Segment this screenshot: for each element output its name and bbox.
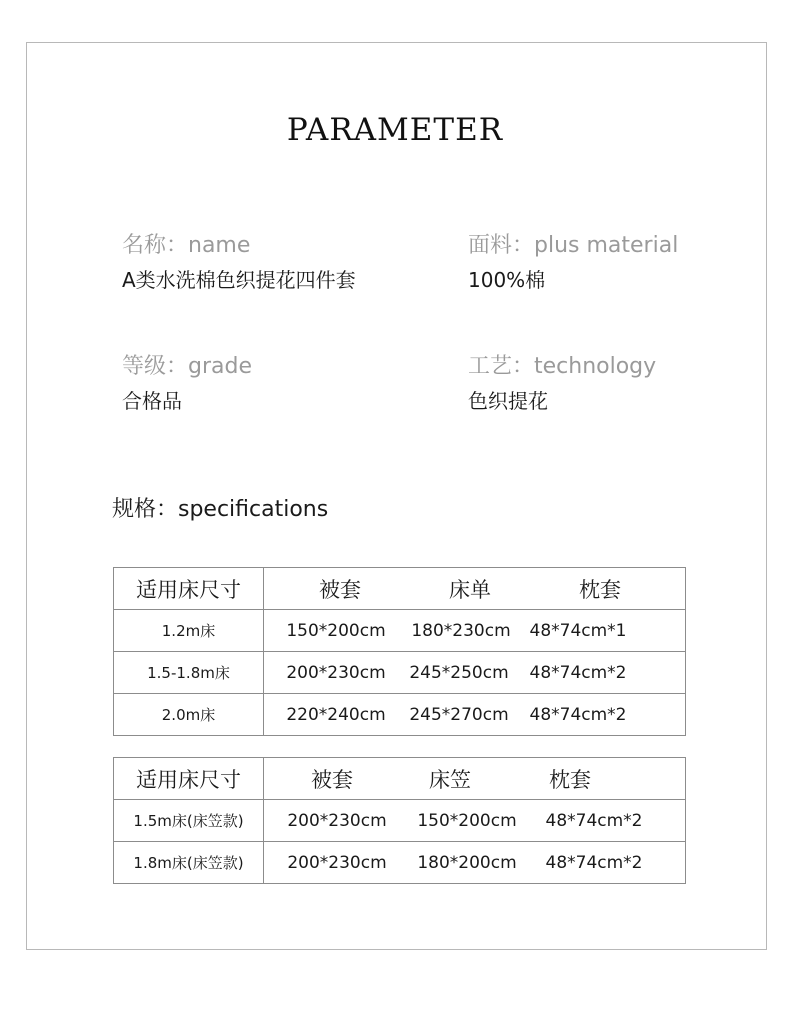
param-grade-value: 合格品: [122, 389, 182, 413]
header-pillowcase: 枕套: [549, 767, 591, 792]
table-header-row: [114, 758, 686, 800]
header-fitted-sheet: 床笠: [429, 767, 471, 792]
table-header-row: [114, 568, 686, 610]
param-name-label: 名称：name: [122, 233, 251, 258]
sheet-cell: 245*270cm: [409, 704, 509, 725]
table-row: [114, 694, 686, 736]
fitted-sheet-cell: 150*200cm: [417, 810, 517, 831]
fitted-sheet-cell: 180*200cm: [417, 852, 517, 873]
duvet-cell: 200*230cm: [287, 810, 387, 831]
sheet-cell: 180*230cm: [411, 620, 511, 641]
table-row: [114, 652, 686, 694]
bed-size-cell: 1.5m床(床笠款): [114, 800, 264, 842]
param-grade: [122, 353, 252, 415]
pillowcase-cell: 48*74cm*1: [529, 620, 627, 641]
spec-table-1: [113, 567, 686, 736]
pillowcase-cell: 48*74cm*2: [529, 662, 627, 683]
param-grade-label: 等级：grade: [122, 354, 252, 379]
header-pillowcase: 枕套: [579, 577, 621, 602]
pillowcase-cell: 48*74cm*2: [545, 852, 643, 873]
header-bed-size: 适用床尺寸: [114, 758, 264, 800]
table-row: [114, 800, 686, 842]
param-material-value: 100%棉: [468, 268, 546, 292]
bed-size-cell: 1.2m床: [114, 610, 264, 652]
duvet-cell: 200*230cm: [286, 662, 386, 683]
param-material: [468, 232, 678, 294]
header-sheet: 床单: [449, 577, 491, 602]
specifications-label: 规格：specifications: [112, 497, 329, 522]
table-row: [114, 842, 686, 884]
header-duvet: 被套: [319, 577, 361, 602]
duvet-cell: 220*240cm: [286, 704, 386, 725]
pillowcase-cell: 48*74cm*2: [545, 810, 643, 831]
table-row: [114, 610, 686, 652]
header-bed-size: 适用床尺寸: [114, 568, 264, 610]
param-name-value: A类水洗棉色织提花四件套: [122, 268, 356, 292]
bed-size-cell: 1.8m床(床笠款): [114, 842, 264, 884]
spec-table-2: [113, 757, 686, 884]
param-technology-label: 工艺：technology: [468, 354, 657, 379]
param-technology-value: 色织提花: [468, 389, 548, 413]
param-name: [122, 232, 356, 294]
pillowcase-cell: 48*74cm*2: [529, 704, 627, 725]
bed-size-cell: 2.0m床: [114, 694, 264, 736]
bed-size-cell: 1.5-1.8m床: [114, 652, 264, 694]
param-material-label: 面料：plus material: [468, 233, 679, 258]
page-title: PARAMETER: [286, 112, 504, 148]
header-duvet: 被套: [311, 767, 353, 792]
duvet-cell: 200*230cm: [287, 852, 387, 873]
param-technology: [468, 353, 656, 415]
duvet-cell: 150*200cm: [286, 620, 386, 641]
sheet-cell: 245*250cm: [409, 662, 509, 683]
